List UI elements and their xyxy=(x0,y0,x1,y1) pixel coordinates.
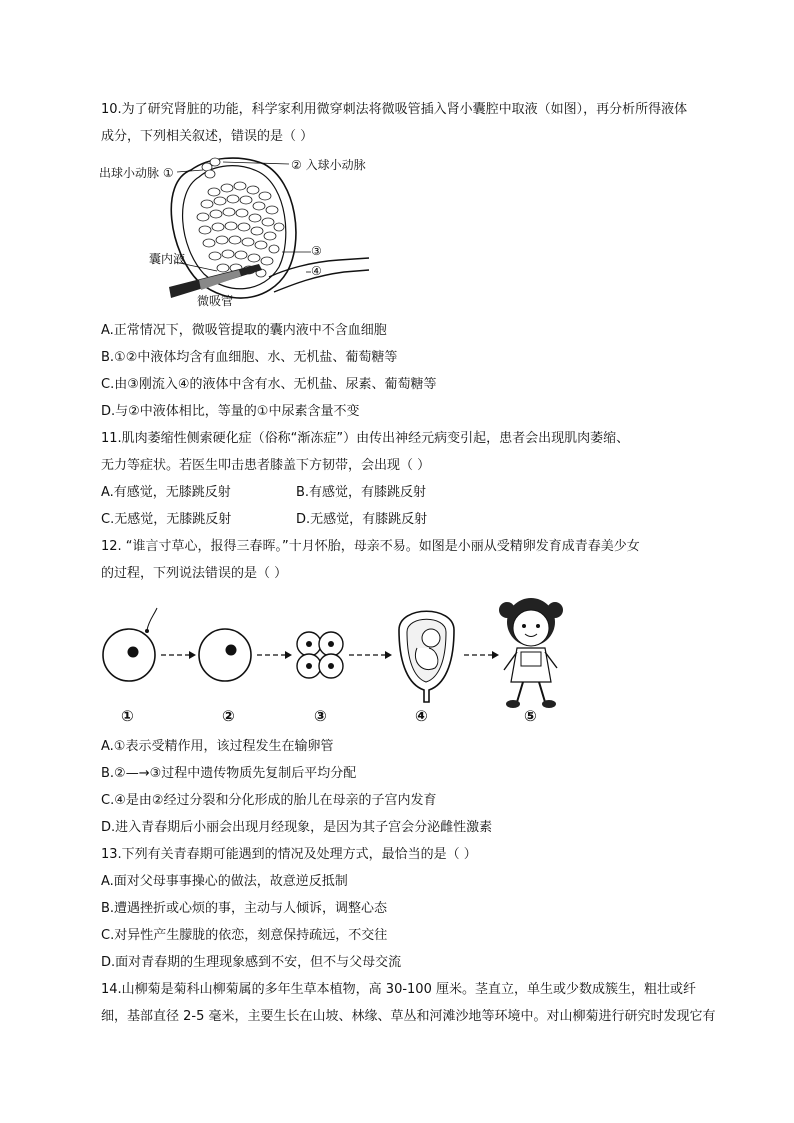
label-capsule-fluid: 囊内液 xyxy=(149,252,186,266)
q12-stem-line2: 的过程，下列说法错误的是（ ） xyxy=(101,566,288,581)
label-efferent-arteriole: 出球小动脉 ① xyxy=(99,166,174,180)
q13-option-a: A.面对父母事事操心的做法，故意逆反抵制 xyxy=(101,874,348,889)
q13-option-b: B.遭遇挫折或心烦的事，主动与人倾诉，调整心态 xyxy=(101,901,388,916)
q10-option-c: C.由③刚流入④的液体中含有水、无机盐、尿素、葡萄糖等 xyxy=(101,377,437,392)
kidney-glomerulus-figure xyxy=(99,152,379,310)
q11-stem-line2: 无力等症状。若医生叩击患者膝盖下方韧带，会出现（ ） xyxy=(101,458,431,473)
q12-stem-line1: 12. “谁言寸草心，报得三春晖。”十月怀胎，母亲不易。如图是小丽从受精卵发育成青春美少女 xyxy=(101,539,640,554)
q14-stem-line2: 细，基部直径 2-5 毫米，主要生长在山坡、林缘、草丛和河滩沙地等环境中。对山柳菊进行研究时发现它有 xyxy=(101,1009,716,1024)
q12-option-c: C.④是由②经过分裂和分化形成的胎儿在母亲的子宫内发育 xyxy=(101,793,437,808)
q10-option-b: B.①②中液体均含有血细胞、水、无机盐、葡萄糖等 xyxy=(101,350,398,365)
q11-stem-line1: 11.肌肉萎缩性侧索硬化症（俗称“渐冻症”）由传出神经元病变引起，患者会出现肌肉萎缩、 xyxy=(101,431,630,446)
q10-stem-line1: 10.为了研究肾脏的功能，科学家利用微穿刺法将微吸管插入肾小囊腔中取液（如图），再分析所得液体 xyxy=(101,102,688,117)
q12-option-b: B.②—→③过程中遗传物质先复制后平均分配 xyxy=(101,766,357,781)
development-figure xyxy=(99,590,579,730)
label-afferent-arteriole: ② 入球小动脉 xyxy=(291,158,366,172)
stage-label-5: ⑤ xyxy=(524,707,537,725)
q13-option-d: D.面对青春期的生理现象感到不安，但不与父母交流 xyxy=(101,955,402,970)
q11-option-a: A.有感觉，无膝跳反射 xyxy=(101,485,231,500)
q14-stem-line1: 14.山柳菊是菊科山柳菊属的多年生草本植物，高 30-100 厘米。茎直立，单生或少数成簇生，粗壮或纤 xyxy=(101,982,696,997)
stage-label-1: ① xyxy=(121,707,134,725)
stage-label-4: ④ xyxy=(415,707,428,725)
q11-option-c: C.无感觉，无膝跳反射 xyxy=(101,512,232,527)
label-4: ④ xyxy=(311,264,322,278)
q12-option-a: A.①表示受精作用，该过程发生在输卵管 xyxy=(101,739,334,754)
stage-label-2: ② xyxy=(222,707,235,725)
q11-option-d: D.无感觉，有膝跳反射 xyxy=(296,512,428,527)
development-diagram xyxy=(99,590,579,730)
q10-option-a: A.正常情况下，微吸管提取的囊内液中不含血细胞 xyxy=(101,323,387,338)
label-3: ③ xyxy=(311,244,322,258)
label-micropipette: 微吸管 xyxy=(197,294,234,308)
q13-option-c: C.对异性产生朦胧的依恋，刻意保持疏远，不交往 xyxy=(101,928,388,943)
q12-option-d: D.进入青春期后小丽会出现月经现象，是因为其子宫会分泌雌性激素 xyxy=(101,820,493,835)
q13-stem: 13.下列有关青春期可能遇到的情况及处理方式，最恰当的是（ ） xyxy=(101,847,477,862)
stage-label-3: ③ xyxy=(314,707,327,725)
q10-option-d: D.与②中液体相比，等量的①中尿素含量不变 xyxy=(101,404,360,419)
q11-option-b: B.有感觉，有膝跳反射 xyxy=(296,485,427,500)
q10-stem-line2: 成分，下列相关叙述，错误的是（ ） xyxy=(101,129,314,144)
